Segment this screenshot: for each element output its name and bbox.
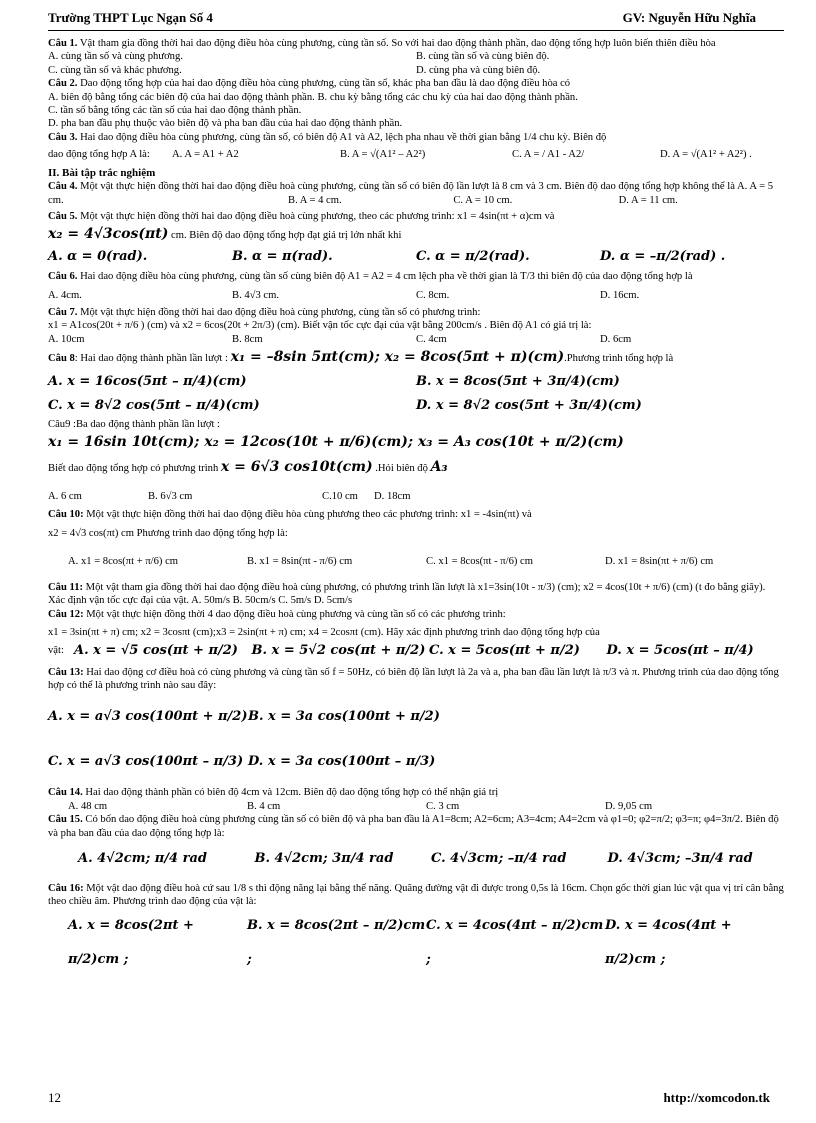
- question-text: Biết dao động tổng hợp có phương trình: [48, 462, 219, 474]
- answer-c: C. cùng tần số và khác phương.: [48, 64, 182, 76]
- answer-b: B. x = 8cos(2πt – π/2)cm ;: [247, 917, 426, 967]
- answer-row: [288, 194, 784, 207]
- equation: x = 6√3 cos10t(cm): [220, 458, 373, 475]
- answer-c: C. tần số bằng tổng các tần số của hai dao động thành phần.: [48, 105, 302, 117]
- question-label: Câu 6.: [48, 271, 78, 283]
- question-label: Câu 12:: [48, 608, 84, 620]
- answer-b: B. x = 3a cos(100πt + π/2): [248, 709, 440, 725]
- question-12-cont: x1 = 3sin(πt + π) cm; x2 = 3cosπt (cm);x3 = 2sin(πt + π) cm; x4 = 2cosπt (cm). Hãy xác định phương trình dao động tổng hợp của: [48, 627, 600, 639]
- equation: x₁ = –8sin 5πt(cm); x₂ = 8cos(5πt + π)(cm): [230, 349, 565, 366]
- question-9-cont: [48, 454, 784, 482]
- answer-c: C. x = 4cos(4πt – π/2)cm ;: [426, 917, 604, 967]
- question-1: [48, 37, 784, 50]
- answer-d: D. A = √(A1² + A2²) .: [660, 149, 752, 161]
- answer-d: D. x = 3a cos(100πt – π/3): [248, 754, 436, 770]
- question-6: [48, 270, 784, 283]
- site-link[interactable]: http://xomcodon.tk: [663, 1090, 770, 1105]
- answer-d: D. cùng pha và cùng biên độ.: [416, 64, 541, 76]
- answer-c: C. x = 8√2 cos(5πt – π/4)(cm): [48, 398, 260, 414]
- question-text: Hai dao động thành phần có biên độ 4cm và 12cm. Biên độ dao động tổng hợp có thể nhận giá trị: [82, 787, 499, 799]
- school-name: Trường THPT Lục Ngạn Số 4: [48, 10, 213, 25]
- answer-row: [48, 742, 784, 782]
- question-text: Một vật thực hiện đồng thời hai dao động điều hoà cùng phương, cùng tần số có biên độ lần lượt là 8 cm và 3 cm. Biên độ dao động tổng hợp không thể là A. A = 5 cm.: [48, 181, 773, 206]
- question-12: [48, 608, 784, 621]
- answer-a: A. 10cm: [48, 333, 85, 345]
- header-rule: [48, 30, 784, 31]
- answer-d: D. 16cm.: [600, 289, 640, 301]
- question-text: Một vật thực hiện đồng thời 4 dao động điều hoà cùng phương và cùng tần số có các phương trình:: [83, 608, 506, 620]
- answer-d: D. x = 4cos(4πt + π/2)cm ;: [605, 917, 732, 967]
- answer-c: C. A = / A1 - A2/: [512, 149, 585, 161]
- answer-lead: vật:: [48, 644, 64, 656]
- page-number: 12: [48, 1090, 61, 1105]
- question-label: Câu 11:: [48, 581, 84, 593]
- question-label: Câu9: [48, 419, 71, 431]
- question-label: Câu 14.: [48, 787, 83, 799]
- question-text: Hai dao động điều hòa cùng phương, cùng tần số, có biên độ A1 và A2, lệch pha nhau về thời gian bằng 1/4 chu kỳ. Biên độ: [77, 131, 607, 143]
- question-label: Câu 16:: [48, 882, 84, 894]
- answer-d: D. α = –π/2(rad) .: [600, 249, 726, 265]
- question-7-cont: x1 = A1cos(20t + π/6 ) (cm) và x2 = 6cos(20t + 2π/3) (cm). Biết vận tốc cực đại của vật bằng 200cm/s . Biên độ A1 có giá trị là:: [48, 320, 592, 332]
- answer-row: [48, 909, 784, 977]
- answer-a: A. x = 16cos(5πt – π/4)(cm): [48, 374, 247, 390]
- question-5-cont: [48, 223, 784, 247]
- answer-c: C. 4√3cm; –π/4 rad: [431, 850, 567, 866]
- answer-row: [48, 286, 784, 306]
- question-label: Câu 2.: [48, 78, 78, 90]
- question-label: Câu 1.: [48, 38, 78, 49]
- answer-b: B. A = 4 cm.: [288, 194, 342, 206]
- question-text: Một vật thực hiện đồng thời hai dao động điều hoà cùng phương, cùng tần số có phương trình:: [77, 306, 481, 318]
- answer-row: [48, 547, 784, 577]
- question-text: Vật tham gia đồng thời hai dao động điều hòa cùng phương, cùng tần số. So với hai dao động thành phần, dao động tổng hợp luôn biến thiên điều hòa: [77, 38, 716, 49]
- question-label: Câu 13:: [48, 666, 84, 678]
- question-text: Có bốn dao động điều hoà cùng phương cùng tần số có biên độ và pha ban đầu là A1=8cm; A2=6cm; A3=4cm; A4=2cm và φ1=0; φ2=π/2; φ3=π; φ4=3π/2. Biên độ và pha ban đầu của dao động tổng hợp là:: [48, 814, 779, 839]
- answer-row: [48, 840, 784, 878]
- answer-b: B. 4√3 cm.: [232, 289, 280, 301]
- question-text: Một vật thực hiện đồng thời hai dao động điều hòa cùng phương theo các phương trình: x1 = -4sin(πt) và: [83, 508, 532, 520]
- answer-a: A. 4√2cm; π/4 rad: [78, 850, 207, 866]
- equation: x₁ = 16sin 10t(cm); x₂ = 12cos(10t + π/6)(cm); x₃ = A₃ cos(10t + π/2)(cm): [48, 433, 624, 450]
- page-footer: [48, 1090, 770, 1106]
- question-text: .Phương trình tổng hợp là: [564, 353, 674, 365]
- equation: A₃: [430, 458, 448, 475]
- question-3: [48, 131, 784, 144]
- answer-d: D. 18cm: [374, 490, 411, 502]
- question-8: [48, 346, 784, 370]
- answer-d: D. 4√3cm; –3π/4 rad: [607, 850, 753, 866]
- answer-b: B. 4√2cm; 3π/4 rad: [254, 850, 394, 866]
- question-text: .Hỏi biên độ: [375, 462, 428, 474]
- question-label: Câu 15.: [48, 814, 83, 826]
- question-15: [48, 813, 784, 840]
- answer-a: A. x1 = 8cos(πt + π/6) cm: [68, 555, 179, 567]
- answer-b: B. 6√3 cm: [148, 490, 193, 502]
- question-text: cm. Biên độ dao động tổng hợp đạt giá trị lớn nhất khi: [171, 230, 402, 242]
- answer-c: C. x = 5cos(πt + π/2): [429, 642, 580, 658]
- question-label: Câu 4.: [48, 181, 78, 193]
- answer-b: B. x1 = 8sin(πt - π/6) cm: [247, 555, 353, 567]
- answer-c: C. x1 = 8cos(πt - π/6) cm: [426, 555, 533, 567]
- answer-row: [48, 486, 784, 508]
- question-label: Câu 7.: [48, 306, 78, 318]
- answer-a: A. x = a√3 cos(100πt + π/2): [48, 709, 248, 725]
- answer-b: B. α = π(rad).: [232, 249, 333, 265]
- answer-d: D. 6cm: [600, 333, 632, 345]
- question-7: [48, 306, 784, 319]
- answer-row: [48, 370, 784, 394]
- answer-b: B. x = 8cos(5πt + 3π/4)(cm): [416, 374, 620, 390]
- question-label: Câu 3.: [48, 131, 78, 143]
- answer-b: B. 8cm: [232, 333, 263, 345]
- answer-d: D. x1 = 8sin(πt + π/6) cm: [605, 555, 714, 567]
- answer-d: D. 9,05 cm: [605, 800, 653, 812]
- answer-d: D. x = 5cos(πt – π/4): [606, 642, 754, 658]
- question-text: Một vật tham gia đồng thời hai dao động điều hoà cùng phương, có phương trình lần lượt là x1=3sin(10t - π/3) (cm); x2 = 4cos(10t + π/6) (cm) (t đo bằng giây). Xác định vận tốc cực đại của vật. A. 50m/s B. 50cm/s C. 5m/s D. 5cm/s: [48, 581, 766, 607]
- document-page: [48, 10, 784, 977]
- answer-c: C.10 cm: [322, 490, 358, 502]
- answer-row: [48, 144, 784, 166]
- question-label: Câu 10:: [48, 508, 84, 520]
- answer-c: C. α = π/2(rad).: [416, 249, 530, 265]
- answer-d: D. A = 11 cm.: [618, 194, 678, 206]
- answer-row: [48, 692, 784, 742]
- answer-row: [48, 50, 784, 63]
- answer-row: [48, 333, 784, 346]
- answer-a: A. α = 0(rad).: [48, 249, 148, 265]
- answer-b: B. 4 cm: [247, 800, 281, 812]
- answer-a: A. 4cm.: [48, 289, 82, 301]
- question-text: : Hai dao động thành phần lần lượt :: [74, 353, 228, 365]
- answer-a: A. A = A1 + A2: [172, 149, 239, 161]
- answer-b: B. x = 5√2 cos(πt + π/2): [251, 642, 426, 658]
- answer-c: C. 3 cm: [426, 800, 460, 812]
- answer-b: B. A = √(A1² – A2²): [340, 149, 426, 161]
- question-10: [48, 508, 784, 521]
- answer-c: C. A = 10 cm.: [453, 194, 513, 206]
- equation: x₂ = 4√3cos(πt): [48, 226, 169, 243]
- answer-lead: dao động tổng hợp A là:: [48, 149, 150, 161]
- answer-row: [48, 800, 784, 813]
- teacher-name: GV: Nguyễn Hữu Nghĩa: [622, 10, 756, 25]
- question-text: Hai dao động điều hòa cùng phương, cùng tần số cùng biên độ A1 = A2 = 4 cm lệch pha về thời gian là T/3 thì biên độ của dao động tổng hợp là: [77, 271, 693, 283]
- answer-a: A. cùng tần số và cùng phương.: [48, 51, 183, 63]
- question-label: Câu 8: [48, 353, 75, 365]
- answer-d: D. x = 8√2 cos(5πt + 3π/4)(cm): [416, 398, 642, 414]
- answer-c: C. 4cm: [416, 333, 447, 345]
- answer-a: A. biên độ bằng tổng các biên độ của hai dao động thành phần. B. chu kỳ bằng tổng các chu kỳ của hai dao động thành phần.: [48, 91, 578, 103]
- answer-a: A. 48 cm: [68, 800, 108, 812]
- question-16: [48, 882, 784, 909]
- question-text: Hai dao động cơ điều hoà có cùng phương và cùng tần số f = 50Hz, có biên độ lần lượt là 2a và a, pha ban đầu lần lượt là π/3 và π. Phương trình của dao động tổng hợp có thể là phương trình nào sau đây:: [48, 666, 779, 691]
- question-text: :Ba dao động thành phần lần lượt :: [70, 419, 221, 431]
- answer-row: [48, 64, 784, 77]
- question-label: Câu 5.: [48, 211, 78, 223]
- answer-a: A. x = 8cos(2πt + π/2)cm ;: [68, 917, 194, 967]
- question-text: Một vật thực hiện đồng thời hai dao động điều hoà cùng phương, theo các phương trình: x1 = 4sin(πt + α)cm và: [77, 211, 555, 223]
- question-14: [48, 786, 784, 799]
- question-9-eq: [48, 432, 784, 454]
- question-2: [48, 77, 784, 90]
- question-text: Dao động tổng hợp của hai dao động điều hòa cùng phương, cùng tần số, khác pha ban đầu là dao động điều hòa có: [77, 78, 571, 90]
- question-10-cont: x2 = 4√3 cos(πt) cm Phương trình dao động tổng hợp là:: [48, 527, 288, 539]
- answer-row: [48, 394, 784, 418]
- answer-c: C. x = a√3 cos(100πt – π/3): [48, 754, 244, 770]
- question-5: [48, 210, 784, 223]
- answer-a: A. 6 cm: [48, 490, 82, 502]
- answer-b: B. cùng tần số và cùng biên độ.: [416, 51, 550, 63]
- page-header: [48, 10, 784, 26]
- answer-row: [48, 247, 784, 267]
- section-heading: II. Bài tập trắc nghiệm: [48, 167, 156, 180]
- answer-d: D. pha ban đầu phụ thuộc vào biên độ và pha ban đầu của hai dao động thành phần.: [48, 118, 403, 130]
- question-11: [48, 581, 784, 608]
- answer-a: A. x = √5 cos(πt + π/2): [74, 642, 238, 658]
- question-13: [48, 666, 784, 693]
- answer-c: C. 8cm.: [416, 289, 450, 301]
- answer-row: [48, 640, 784, 662]
- question-9: [48, 418, 784, 431]
- question-text: Một vật dao động điều hoà cứ sau 1/8 s thì động năng lại bằng thế năng. Quãng đường vật đi được trong 0,5s là 16cm. Chọn gốc thời gian lúc vật qua vị trí cân bằng theo chiều âm. Phương trình dao động của vật là:: [48, 882, 784, 908]
